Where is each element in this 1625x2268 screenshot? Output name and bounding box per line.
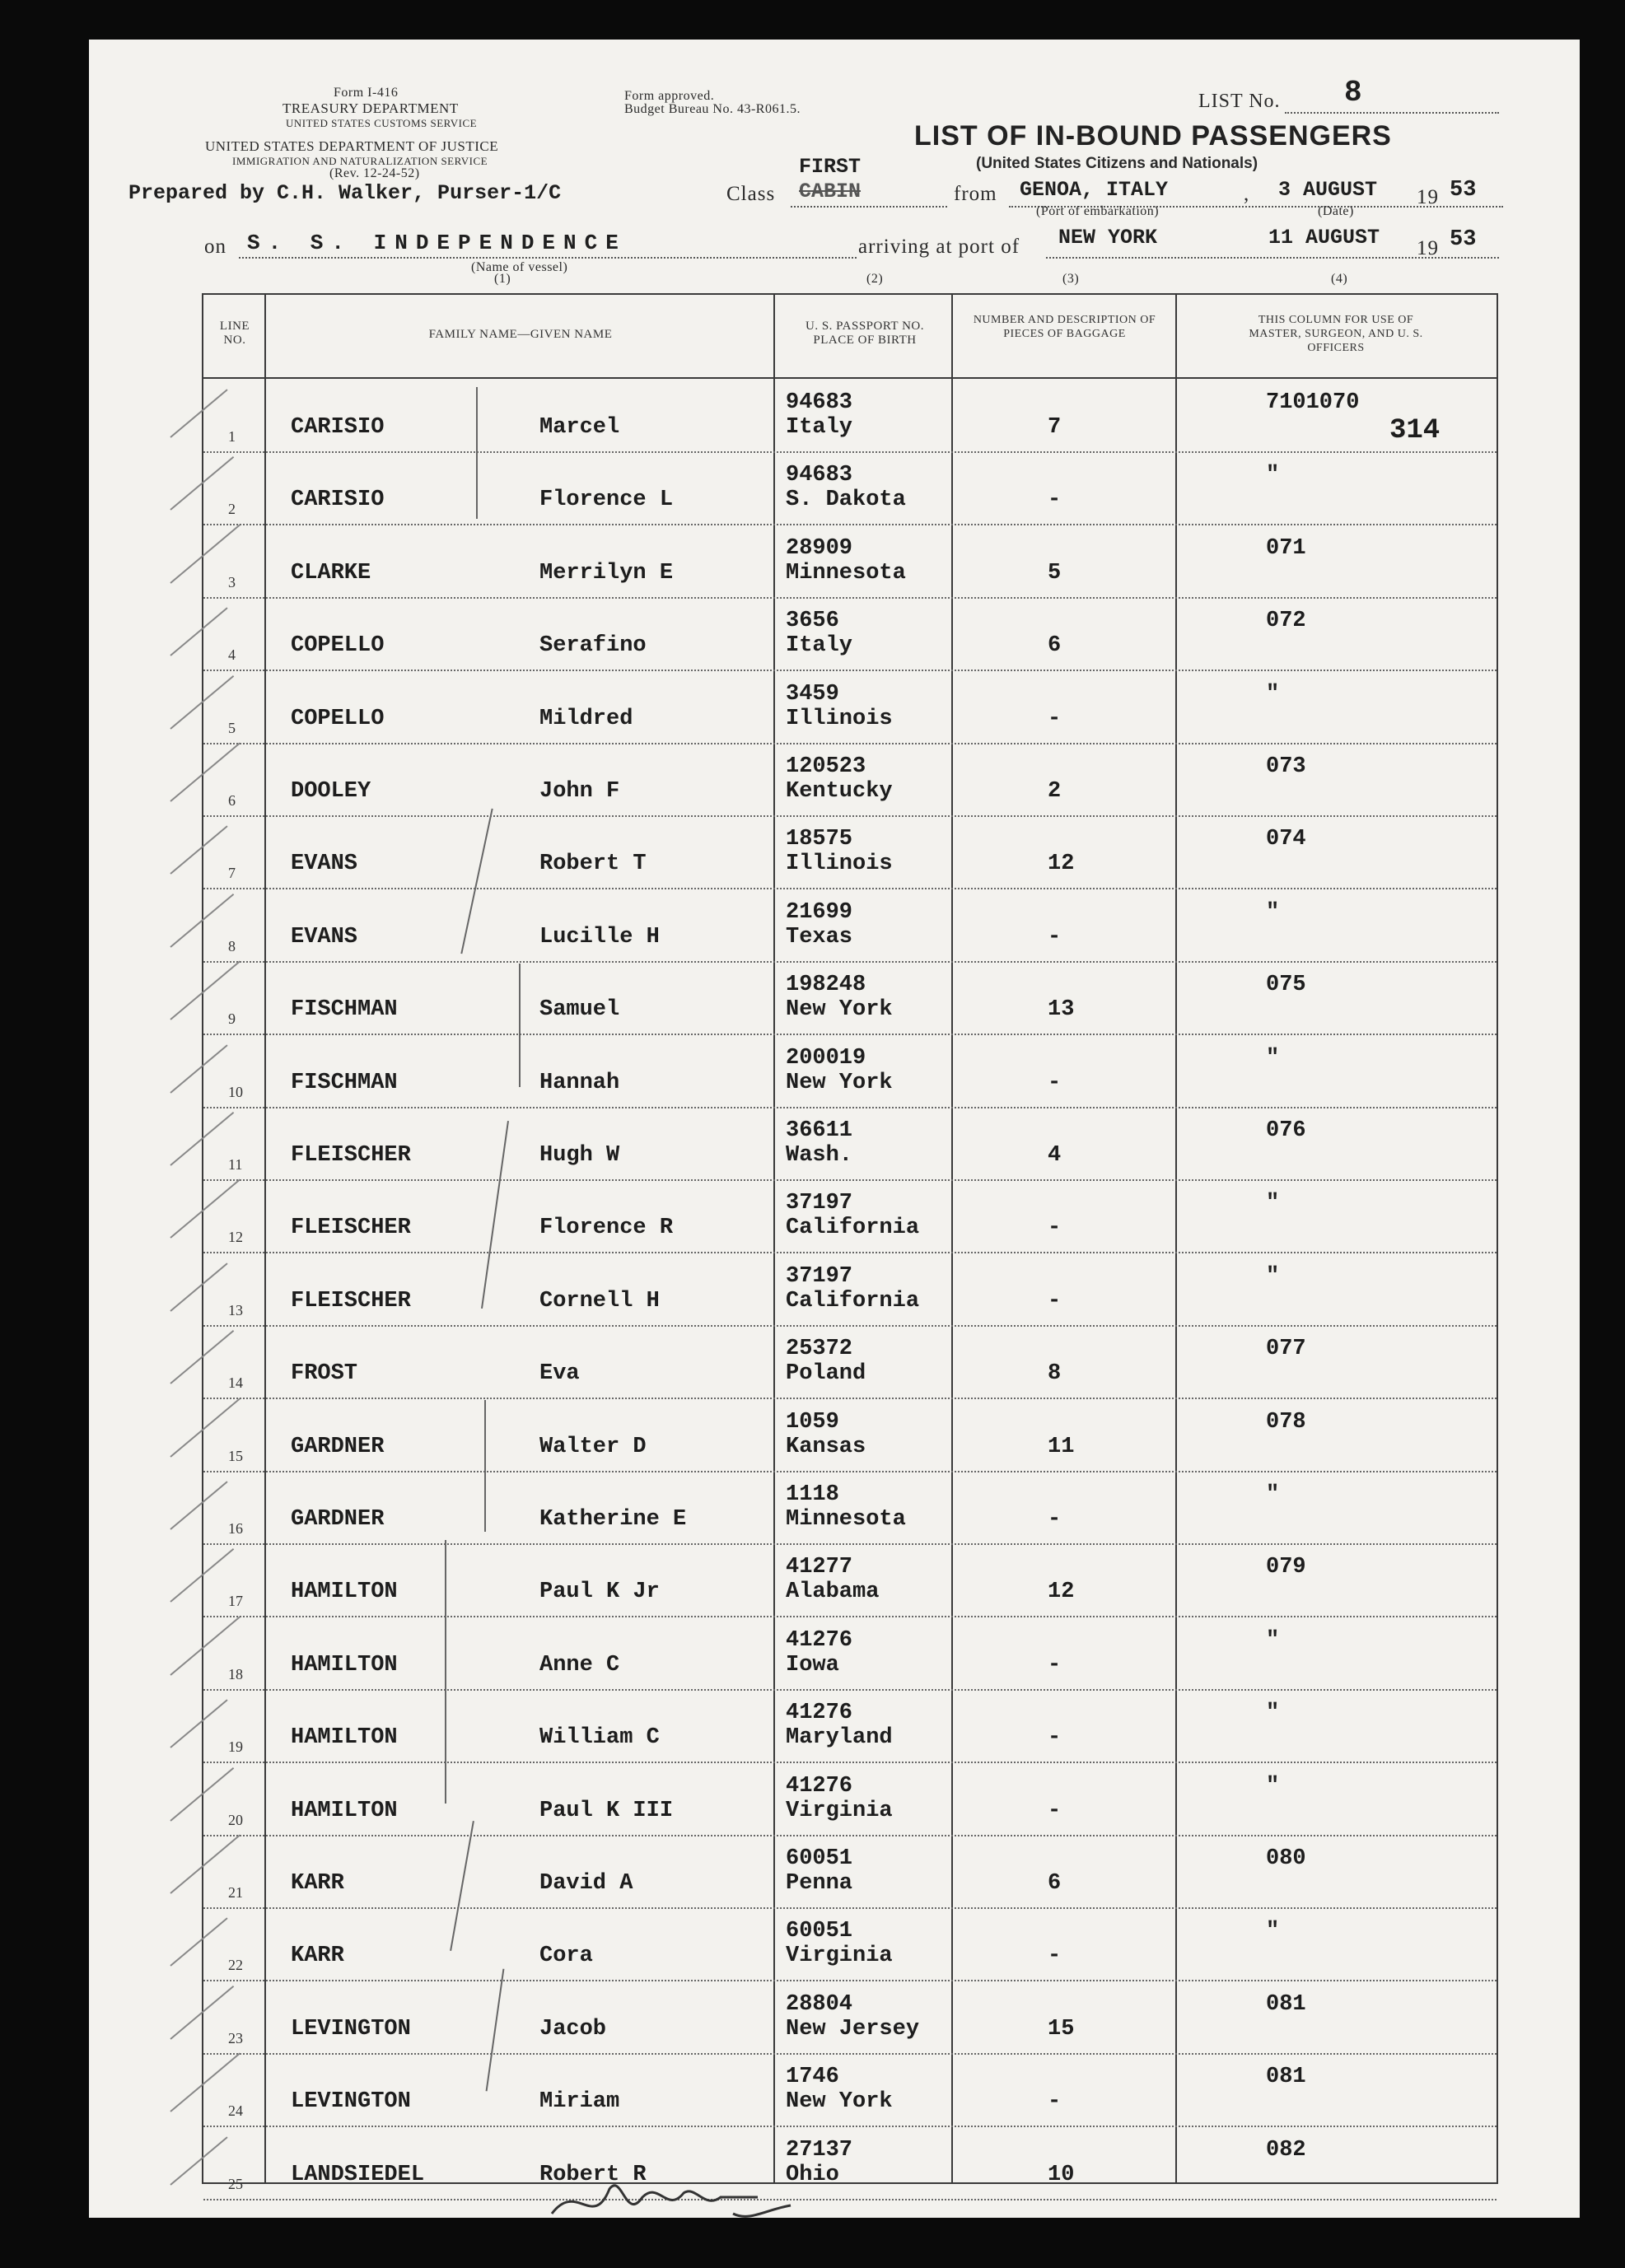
line-number: 25 — [228, 2175, 243, 2192]
given-name: Samuel — [539, 997, 620, 1023]
officer-mark: 074 — [1266, 827, 1306, 852]
family-name: EVANS — [291, 852, 358, 877]
signature — [544, 2164, 807, 2238]
baggage-count: 6 — [1048, 1871, 1062, 1896]
officer-mark: " — [1266, 1701, 1280, 1726]
embark-port: GENOA, ITALY — [1020, 178, 1169, 202]
line-number: 20 — [228, 1811, 243, 1828]
place-of-birth: Ohio — [786, 2162, 839, 2187]
given-name: Cornell H — [539, 1288, 660, 1314]
place-of-birth: Illinois — [786, 706, 893, 731]
place-of-birth: Virginia — [786, 1798, 893, 1823]
family-name: DOOLEY — [291, 779, 371, 804]
place-of-birth: Italy — [786, 633, 853, 659]
officer-mark: 075 — [1266, 973, 1306, 998]
passport-number: 3656 — [786, 609, 839, 634]
officer-mark: " — [1266, 1045, 1280, 1071]
passport-number: 94683 — [786, 390, 853, 415]
given-name: Serafino — [539, 633, 647, 659]
date-caption: (Date) — [1318, 204, 1354, 218]
place-of-birth: Italy — [786, 415, 853, 440]
table-row — [203, 1762, 1497, 1836]
table-row — [203, 670, 1497, 744]
table-row — [203, 379, 1497, 453]
place-of-birth: Poland — [786, 1361, 866, 1387]
family-name: LEVINGTON — [291, 2016, 411, 2042]
line-number: 15 — [228, 1447, 243, 1464]
family-name: COPELLO — [291, 706, 385, 731]
line-number: 22 — [228, 1957, 243, 1974]
table-row — [203, 743, 1497, 817]
passport-number: 1118 — [786, 1482, 839, 1507]
on-label: on — [204, 236, 226, 258]
place-of-birth: Wash. — [786, 1143, 853, 1168]
line-number: 13 — [228, 1301, 243, 1318]
officer-mark: " — [1266, 899, 1280, 925]
place-of-birth: California — [786, 1288, 920, 1314]
baggage-count: - — [1048, 1725, 1062, 1751]
place-of-birth: New York — [786, 2089, 893, 2115]
immigration-label: IMMIGRATION AND NATURALIZATION SERVICE — [232, 155, 488, 167]
baggage-count: 8 — [1048, 1361, 1062, 1387]
header-name: FAMILY NAME—GIVEN NAME — [428, 328, 613, 341]
embark-year: 53 — [1450, 178, 1477, 203]
baggage-count: - — [1048, 1652, 1062, 1678]
baggage-count: 10 — [1048, 2162, 1075, 2187]
family-name: LANDSIEDEL — [291, 2162, 425, 2187]
officer-mark: 073 — [1266, 754, 1306, 779]
family-name: CARISIO — [291, 488, 385, 513]
given-name: Paul K III — [539, 1798, 674, 1823]
family-name: FROST — [291, 1361, 358, 1387]
table-row — [203, 1543, 1497, 1617]
line-number: 23 — [228, 2029, 243, 2046]
col-num-4: (4) — [1331, 272, 1348, 286]
page-title: LIST OF IN-BOUND PASSENGERS — [914, 120, 1392, 152]
revision-label: (Rev. 12-24-52) — [329, 166, 420, 180]
family-bracket — [519, 964, 521, 1087]
baggage-count: 6 — [1048, 633, 1062, 659]
officer-mark: 072 — [1266, 609, 1306, 634]
given-name: Marcel — [539, 415, 620, 440]
family-name: GARDNER — [291, 1507, 385, 1532]
header-line-no: LINE NO. — [219, 320, 250, 347]
list-number-label: LIST No. — [1198, 91, 1281, 112]
arrival-port: NEW YORK — [1058, 226, 1158, 250]
passport-number: 60051 — [786, 1919, 853, 1944]
given-name: Hannah — [539, 1070, 620, 1095]
place-of-birth: Virginia — [786, 1944, 893, 1969]
baggage-count: - — [1048, 1288, 1062, 1314]
given-name: Florence R — [539, 1216, 674, 1241]
arriving-label: arriving at port of — [858, 236, 1020, 258]
given-name: Robert T — [539, 852, 647, 877]
line-number: 24 — [228, 2102, 243, 2120]
form-approved: Form approved. — [624, 89, 715, 103]
table-row — [203, 1471, 1497, 1545]
given-name: Jacob — [539, 2016, 607, 2042]
baggage-count: - — [1048, 706, 1062, 731]
baggage-count: 12 — [1048, 1580, 1075, 1605]
baggage-count: - — [1048, 2089, 1062, 2115]
family-name: COPELLO — [291, 633, 385, 659]
officer-mark: " — [1266, 1191, 1280, 1216]
class-value: FIRST — [799, 155, 862, 179]
officer-mark: " — [1266, 681, 1280, 707]
passport-number: 18575 — [786, 827, 853, 852]
baggage-count: - — [1048, 1507, 1062, 1532]
table-row — [203, 2053, 1497, 2127]
family-bracket — [484, 1400, 486, 1532]
officer-mark: 082 — [1266, 2137, 1306, 2163]
officer-mark: 078 — [1266, 1409, 1306, 1435]
table-row — [203, 889, 1497, 963]
class-label: Class — [726, 183, 776, 205]
table-row — [203, 1398, 1497, 1472]
table-row — [203, 1689, 1497, 1763]
family-name: HAMILTON — [291, 1580, 398, 1605]
line-number: 12 — [228, 1229, 243, 1246]
given-name: Cora — [539, 1944, 593, 1969]
officer-mark: " — [1266, 1263, 1280, 1289]
family-name: FISCHMAN — [291, 1070, 398, 1095]
place-of-birth: Maryland — [786, 1725, 893, 1751]
treasury-label: TREASURY DEPARTMENT — [283, 100, 459, 116]
port-embark-caption: (Port of embarkation) — [1036, 204, 1160, 218]
line-number: 8 — [228, 937, 236, 954]
family-name: CARISIO — [291, 415, 385, 440]
passport-number: 25372 — [786, 1337, 853, 1362]
given-name: Paul K Jr — [539, 1580, 660, 1605]
year-prefix-2: 19 — [1417, 237, 1439, 259]
place-of-birth: Kentucky — [786, 779, 893, 804]
form-number: Form I-416 — [334, 86, 399, 100]
passport-number: 28909 — [786, 535, 853, 561]
line-number: 4 — [228, 646, 236, 664]
line-number: 14 — [228, 1374, 243, 1392]
baggage-count: 7 — [1048, 415, 1062, 440]
col-num-1: (1) — [494, 272, 511, 286]
family-name: FISCHMAN — [291, 997, 398, 1023]
baggage-count: 11 — [1048, 1434, 1075, 1459]
family-name: KARR — [291, 1944, 344, 1969]
baggage-count: - — [1048, 924, 1062, 950]
arrival-line — [1046, 257, 1499, 259]
place-of-birth: New York — [786, 997, 893, 1023]
comma: , — [1244, 183, 1250, 205]
table-row — [203, 597, 1497, 671]
passport-number: 200019 — [786, 1045, 866, 1071]
table-row — [203, 1617, 1497, 1691]
officer-mark-2: 314 — [1389, 415, 1441, 446]
table-row — [203, 525, 1497, 599]
place-of-birth: Kansas — [786, 1434, 866, 1459]
given-name: Eva — [539, 1361, 580, 1387]
family-name: LEVINGTON — [291, 2089, 411, 2115]
table-row — [203, 1179, 1497, 1253]
from-label: from — [954, 183, 997, 205]
family-name: HAMILTON — [291, 1798, 398, 1823]
family-name: FLEISCHER — [291, 1143, 411, 1168]
line-number: 18 — [228, 1665, 243, 1682]
page-subtitle: (United States Citizens and Nationals) — [976, 155, 1258, 172]
baggage-count: 13 — [1048, 997, 1075, 1023]
passport-number: 198248 — [786, 973, 866, 998]
place-of-birth: Minnesota — [786, 1507, 906, 1532]
baggage-count: - — [1048, 1944, 1062, 1969]
given-name: Hugh W — [539, 1143, 620, 1168]
table-row — [203, 961, 1497, 1035]
baggage-count: 5 — [1048, 560, 1062, 586]
given-name: Miriam — [539, 2089, 620, 2115]
header-baggage: NUMBER AND DESCRIPTION OF PIECES OF BAGGAGE — [973, 314, 1156, 340]
passenger-table — [202, 293, 1498, 2192]
passport-number: 41276 — [786, 1701, 853, 1726]
vessel-name: S. S. INDEPENDENCE — [247, 231, 627, 255]
line-number: 5 — [228, 719, 236, 736]
officer-mark: 080 — [1266, 1846, 1306, 1871]
baggage-count: - — [1048, 488, 1062, 513]
line-number: 9 — [228, 1010, 236, 1028]
baggage-count: - — [1048, 1798, 1062, 1823]
baggage-count: 4 — [1048, 1143, 1062, 1168]
given-name: Mildred — [539, 706, 633, 731]
given-name: Lucille H — [539, 924, 660, 950]
family-name: HAMILTON — [291, 1725, 398, 1751]
line-number: 19 — [228, 1738, 243, 1756]
place-of-birth: Iowa — [786, 1652, 839, 1678]
line-number: 21 — [228, 1884, 243, 1901]
place-of-birth: California — [786, 1216, 920, 1241]
line-number: 3 — [228, 573, 236, 590]
line-number: 17 — [228, 1593, 243, 1610]
table-row — [203, 815, 1497, 889]
given-name: David A — [539, 1871, 633, 1896]
officer-mark: 079 — [1266, 1555, 1306, 1580]
list-number-line — [1285, 112, 1499, 114]
given-name: William C — [539, 1725, 660, 1751]
place-of-birth: Penna — [786, 1871, 853, 1896]
baggage-count: - — [1048, 1070, 1062, 1095]
place-of-birth: Illinois — [786, 852, 893, 877]
vessel-line — [239, 257, 857, 259]
passport-number: 3459 — [786, 681, 839, 707]
given-name: John F — [539, 779, 620, 804]
justice-label: UNITED STATES DEPARTMENT OF JUSTICE — [205, 138, 499, 154]
passport-number: 36611 — [786, 1118, 853, 1143]
baggage-count: - — [1048, 1216, 1062, 1241]
officer-mark: " — [1266, 1919, 1280, 1944]
place-of-birth: New Jersey — [786, 2016, 920, 2042]
table-row — [203, 1835, 1497, 1909]
arrival-date: 11 AUGUST — [1268, 226, 1380, 250]
line-number: 7 — [228, 865, 236, 882]
family-name: GARDNER — [291, 1434, 385, 1459]
class-struck: CABIN — [799, 180, 862, 203]
line-number: 10 — [228, 1083, 243, 1100]
vessel-caption: (Name of vessel) — [471, 260, 568, 274]
year-prefix: 19 — [1417, 186, 1439, 208]
list-number: 8 — [1344, 76, 1362, 110]
budget-bureau: Budget Bureau No. 43-R061.5. — [624, 102, 801, 116]
table-row — [203, 1325, 1497, 1399]
passport-number: 41276 — [786, 1773, 853, 1799]
given-name: Merrilyn E — [539, 560, 674, 586]
officer-mark: 076 — [1266, 1118, 1306, 1143]
passport-number: 37197 — [786, 1191, 853, 1216]
passport-number: 28804 — [786, 1991, 853, 2017]
officer-mark: 081 — [1266, 2065, 1306, 2090]
table-row — [203, 1253, 1497, 1327]
place-of-birth: Minnesota — [786, 560, 906, 586]
line-number: 16 — [228, 1520, 243, 1537]
arrival-year: 53 — [1450, 227, 1477, 252]
officer-mark: " — [1266, 463, 1280, 488]
officer-mark: " — [1266, 1773, 1280, 1799]
passport-number: 120523 — [786, 754, 866, 779]
family-name: FLEISCHER — [291, 1216, 411, 1241]
officer-mark: " — [1266, 1482, 1280, 1507]
place-of-birth: New York — [786, 1070, 893, 1095]
passport-number: 1746 — [786, 2065, 839, 2090]
family-bracket — [476, 387, 478, 519]
header-officers: THIS COLUMN FOR USE OF MASTER, SURGEON, AND U. S. OFFICERS — [1249, 314, 1423, 354]
officer-mark: 077 — [1266, 1337, 1306, 1362]
given-name: Walter D — [539, 1434, 647, 1459]
family-name: FLEISCHER — [291, 1288, 411, 1314]
passport-number: 94683 — [786, 463, 853, 488]
given-name: Anne C — [539, 1652, 620, 1678]
line-number: 2 — [228, 501, 236, 518]
officer-mark: 071 — [1266, 535, 1306, 561]
passport-number: 1059 — [786, 1409, 839, 1435]
table-row — [203, 451, 1497, 525]
line-number: 11 — [228, 1156, 243, 1173]
family-name: HAMILTON — [291, 1652, 398, 1678]
family-name: CLARKE — [291, 560, 371, 586]
line-number: 1 — [228, 428, 236, 445]
table-row — [203, 1981, 1497, 2055]
table-row — [203, 1107, 1497, 1181]
passport-number: 27137 — [786, 2137, 853, 2163]
baggage-count: 2 — [1048, 779, 1062, 804]
family-name: EVANS — [291, 924, 358, 950]
given-name: Florence L — [539, 488, 674, 513]
place-of-birth: Alabama — [786, 1580, 880, 1605]
family-name: KARR — [291, 1871, 344, 1896]
table-row — [203, 2126, 1497, 2200]
family-bracket — [445, 1540, 446, 1804]
passport-number: 41277 — [786, 1555, 853, 1580]
table-row — [203, 1907, 1497, 1981]
officer-mark: " — [1266, 1627, 1280, 1653]
class-line — [791, 206, 947, 208]
prepared-by: Prepared by C.H. Walker, Purser-1/C — [128, 181, 562, 205]
passport-number: 60051 — [786, 1846, 853, 1871]
table-row — [203, 1034, 1497, 1108]
header-passport: U. S. PASSPORT NO. PLACE OF BIRTH — [805, 320, 924, 347]
place-of-birth: Texas — [786, 924, 853, 950]
officer-mark: 081 — [1266, 1991, 1306, 2017]
col-num-2: (2) — [866, 272, 884, 286]
line-number: 6 — [228, 792, 236, 809]
passport-number: 21699 — [786, 899, 853, 925]
passport-number: 37197 — [786, 1263, 853, 1289]
given-name: Robert R — [539, 2162, 647, 2187]
customs-label: UNITED STATES CUSTOMS SERVICE — [286, 117, 478, 129]
given-name: Katherine E — [539, 1507, 687, 1532]
place-of-birth: S. Dakota — [786, 488, 906, 513]
baggage-count: 15 — [1048, 2016, 1075, 2042]
col-num-3: (3) — [1062, 272, 1080, 286]
baggage-count: 12 — [1048, 852, 1075, 877]
passport-number: 41276 — [786, 1627, 853, 1653]
embark-date: 3 AUGUST — [1278, 178, 1378, 202]
officer-mark: 7101070 — [1266, 390, 1360, 415]
